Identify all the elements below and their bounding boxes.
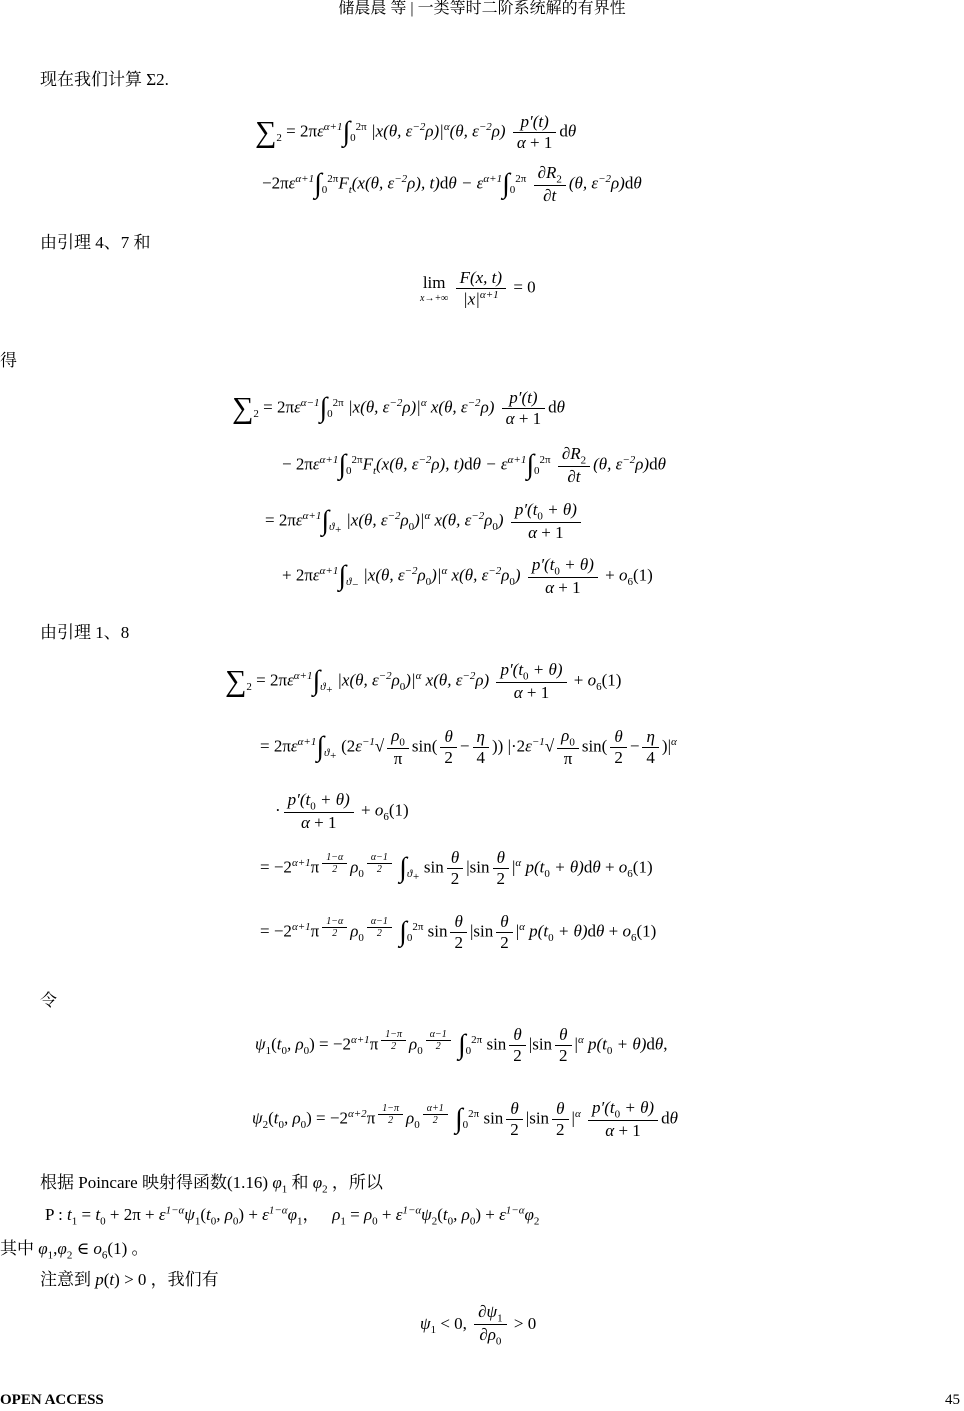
paragraph-poincare: 根据 Poincare 映射得函数(1.16) $\varphi_1$ 和 $\varphi_2$ ，所以 [40, 1173, 383, 1196]
equation-poincare-map: P : $t_1 = t_0 + 2\pi + \varepsilon^{1-\alpha}\psi_1(t_0$, $\rho_0) + \varepsilon^{1-\alpha}\varphi_1$， $\rho_1 = \rho_0 + \varepsilon^{1-\alpha}\psi_2(t_0$, $\rho_0) + \varepsilon^{1-\alpha}\varphi_2$ [45, 1204, 540, 1228]
paragraph-lemma-4-7: 由引理 4、7 和 [40, 233, 151, 252]
equation-block3-line2: = $2\pi\varepsilon^{\alpha+1}\int_{ϑ_+}$ ($2\varepsilon^{-1}√$ $\frac{\rho_0}{\pi}$ sin( $\frac{\theta}{2}$ − $\frac{\eta}{4}$ )) $|\cdot 2\varepsilon^{-1}√$ $\frac{\rho_0}{\pi}$ sin( $\frac{\theta}{2}$ − $\frac{\eta}{4}$ )$|^\alpha$ [260, 726, 677, 769]
equation-limit: lim x→+∞ $\frac{F(x, t)}{|x|^{\alpha+1}}$ = 0 [420, 268, 536, 309]
footer-page-number: 45 [945, 1392, 960, 1408]
equation-block2-line4: + $2\pi\varepsilon^{\alpha+1}\int_{ϑ_-}$ |x(θ, $\varepsilon^{-2}\rho_0)|^\alpha$ x(θ, $\varepsilon^{-2}\rho_0$) $\frac{p'(t_0 + \theta)}{\alpha + 1}$ + $o_6(1)$ [282, 555, 653, 598]
paragraph-lemma-1-8: 由引理 1、8 [40, 623, 130, 642]
sum-symbol: ∑ [255, 115, 277, 149]
paragraph-where: 其中 $\varphi_1,\varphi_2$ ∈ $o_6(1)$ 。 [0, 1239, 149, 1262]
equation-block3-line5: = $-2^{\alpha+1}\pi$ $^{\frac{1-\alpha}{2}}$ $\rho_0$ $^{\frac{\alpha-1}{2}}$ $\int_0^{2\pi}$ sin $\frac{\theta}{2}$ |sin $\frac{\theta}{2}$ $|^\alpha$ $p(t_0 + \theta)d\theta + o_6(1)$ [260, 912, 657, 952]
fraction-F-over-x: $\frac{F(x, t)}{|x|^{\alpha+1}}$ [456, 268, 506, 310]
paragraph-note: 注意到 p(t) > 0 ，我们有 [40, 1270, 219, 1289]
equation-psi1: $\psi_1(t_0$, $\rho_0) = -2^{\alpha+1}\pi$ $^{\frac{1-\pi}{2}}$ $\rho_0$ $^{\frac{\alpha-1}{2}}$ $\int_0^{2\pi}$ sin $\frac{\theta}{2}$ |sin $\frac{\theta}{2}$ $|^\alpha$ $p(t_0 + \theta)d\theta$, [255, 1025, 668, 1065]
equation-block3-line4: = $-2^{\alpha+1}\pi$ $^{\frac{1-\alpha}{2}}$ $\rho_0$ $^{\frac{\alpha-1}{2}}$ $\int_{ϑ_+}$ sin $\frac{\theta}{2}$ |sin $\frac{\theta}{2}$ $|^\alpha$ $p(t_0 + \theta)d\theta + o_6(1)$ [260, 848, 653, 888]
equation-block3-line1: $\sum_2 = 2\pi\varepsilon^{\alpha+1}\int_{ϑ_+}$ |x(θ, $\varepsilon^{-2}\rho_0)|^\alpha$ x(θ, $\varepsilon^{-2}\rho$) $\frac{p'(t_0 + \theta)}{\alpha + 1}$ + $o_6(1)$ [225, 660, 622, 703]
equation-psi2: $\psi_2(t_0$, $\rho_0) = -2^{\alpha+2}\pi$ $^{\frac{1-\pi}{2}}$ $\rho_0$ $^{\frac{\alpha+1}{2}}$ $\int_0^{2\pi}$ sin $\frac{\theta}{2}$ |sin $\frac{\theta}{2}$ $|^\alpha$ $\frac{p'(t_0 + \theta)}{\alpha + 1}$ dθ [252, 1098, 678, 1141]
equation-block2-line3: = $2\pi\varepsilon^{\alpha+1}\int_{ϑ_+}$ |x(θ, $\varepsilon^{-2}\rho_0)|^\alpha$ x(θ, $\varepsilon^{-2}\rho_0$) $\frac{p'(t_0 + \theta)}{\alpha + 1}$ [265, 500, 584, 543]
paragraph-thus: 得 [0, 351, 17, 370]
paragraph-compute-sigma2: 现在我们计算 Σ2. [40, 70, 169, 89]
equation-block2-line2: − $2\pi\varepsilon^{\alpha+1}\int_0^{2\pi}F_t(x(\theta$, $\varepsilon^{-2}\rho$), $t)d\theta - \varepsilon^{\alpha+1}\int_0^{2\pi}$ $\frac{\partial R_2}{\partial t}$ (θ, $\varepsilon^{-2}\rho)d\theta$ [282, 444, 666, 487]
equation-block3-line3: · $\frac{p'(t_0 + \theta)}{\alpha + 1}$ + $o_6(1)$ [275, 790, 409, 833]
equation-sigma2-line1: $\sum_2 = 2\pi\varepsilon^{\alpha+1}\int_0^{2\pi}$ |x(θ, $\varepsilon^{-2}\rho)|^\alpha(\theta$, $\varepsilon^{-2}\rho$) $\frac{p'(t)}{\alpha + 1}$ dθ [255, 112, 577, 152]
equation-last: $\psi_1 < 0$, $\frac{\partial\psi_1}{\partial\rho_0}$ > 0 [420, 1302, 537, 1348]
equation-sigma2-line2: $-2\pi\varepsilon^{\alpha+1}\int_0^{2\pi}F_t(x(\theta$, $\varepsilon^{-2}\rho$), $t)d\theta - \varepsilon^{\alpha+1}\int_0^{2\pi}$ $\frac{\partial R_2}{\partial t}$ (θ, $\varepsilon^{-2}\rho)d\theta$ [262, 163, 642, 206]
footer-open-access: OPEN ACCESS [0, 1392, 104, 1408]
fraction-p-prime-over-alpha: $\frac{p'(t)}{\alpha + 1}$ [513, 112, 557, 153]
running-header: 储晨晨 等 | 一类等时二阶系统解的有界性 [338, 0, 626, 17]
equation-block2-line1: $\sum_2 = 2\pi\varepsilon^{\alpha-1}\int_0^{2\pi}$ |x(θ, $\varepsilon^{-2}\rho)|^\alpha$ x(θ, $\varepsilon^{-2}\rho$) $\frac{p'(t)}{\alpha + 1}$ dθ [232, 388, 566, 428]
paragraph-let: 令 [40, 991, 57, 1010]
fraction-dR2-dt: $\frac{\partial R_2}{\partial t}$ [534, 163, 566, 206]
